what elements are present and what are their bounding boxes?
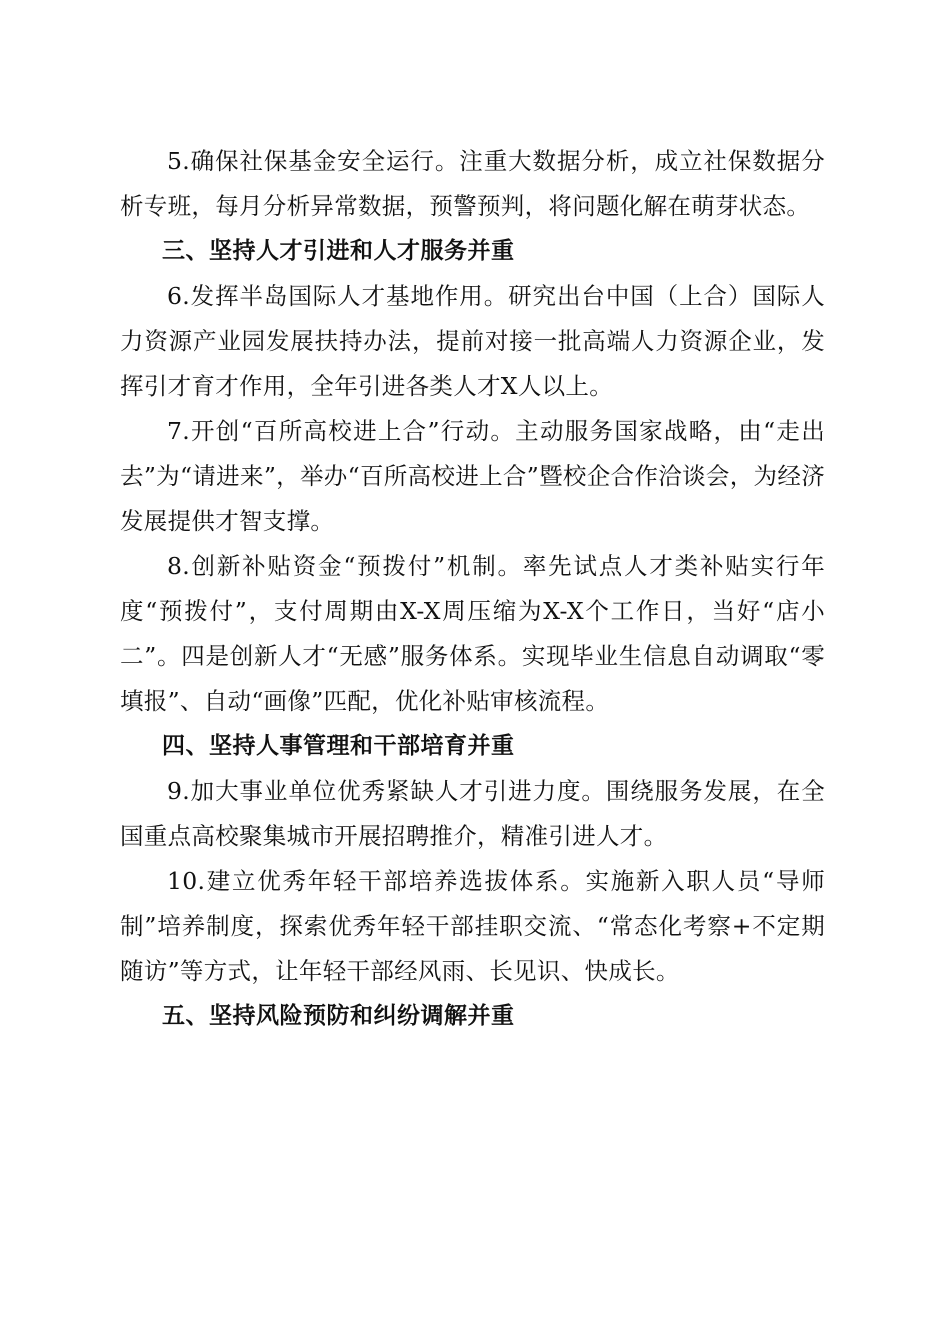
paragraph-item-10: 10.建立优秀年轻干部培养选拔体系。实施新入职人员“导师制”培养制度，探索优秀年轻干部挂职交流、“常态化考察+不定期随访”等方式，让年轻干部经风雨、长见识、快成长。 (120, 867, 825, 985)
section-heading-4: 四、坚持人事管理和干部培育并重 (162, 733, 515, 759)
paragraph-item-6: 6.发挥半岛国际人才基地作用。研究出台中国（上合）国际人力资源产业园发展扶持办法，提前对接一批高端人力资源企业，发挥引才育才作用，全年引进各类人才X人以上。 (120, 282, 825, 400)
paragraph-item-7: 7.开创“百所高校进上合”行动。主动服务国家战略，由“走出去”为“请进来”，举办“百所高校进上合”暨校企合作洽谈会，为经济发展提供才智支撑。 (120, 417, 825, 535)
section-heading-5: 五、坚持风险预防和纠纷调解并重 (162, 1003, 515, 1029)
paragraph-item-5: 5.确保社保基金安全运行。注重大数据分析，成立社保数据分析专班，每月分析异常数据，预警预判，将问题化解在萌芽状态。 (120, 147, 825, 220)
paragraph-item-8: 8.创新补贴资金“预拨付”机制。率先试点人才类补贴实行年度“预拨付”，支付周期由X-X周压缩为X-X个工作日，当好“店小二”。四是创新人才“无感”服务体系。实现毕业生信息自动调取“零填报”、自动“画像”匹配，优化补贴审核流程。 (120, 552, 825, 715)
section-heading-3: 三、坚持人才引进和人才服务并重 (162, 238, 515, 264)
document-page (120, 139, 825, 1039)
paragraph-item-9: 9.加大事业单位优秀紧缺人才引进力度。围绕服务发展，在全国重点高校聚集城市开展招聘推介，精准引进人才。 (120, 777, 825, 850)
